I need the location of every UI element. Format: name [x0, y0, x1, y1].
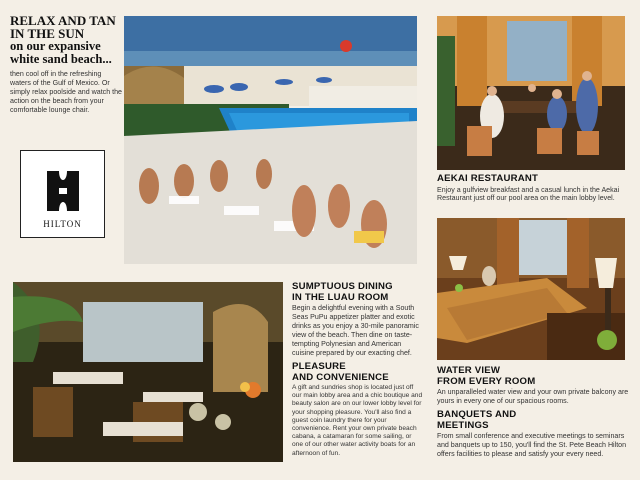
luau-title-line1: SUMPTUOUS DINING	[292, 281, 393, 292]
pool-beach-photo	[124, 16, 417, 264]
aekai-body: Enjoy a gulfview breakfast and a casual lunch in the Aekai Restaurant just off our pool area on the main lobby level.	[437, 185, 620, 203]
waterview-body: An unparalleled water view and your own private balcony are yours in every one of our spacious rooms.	[437, 388, 629, 405]
waterview-title-line1: WATER VIEW	[437, 365, 501, 376]
aekai-restaurant-photo	[437, 16, 625, 170]
pleasure-title-line1: PLEASURE	[292, 361, 346, 372]
banquets-title-line1: BANQUETS AND	[437, 409, 517, 420]
slogan-line-2: IN THE SUN	[10, 26, 85, 41]
waterview-title-line2: FROM EVERY ROOM	[437, 375, 536, 387]
pleasure-title-line2: AND CONVENIENCE	[292, 371, 389, 383]
slogan-line-4: white sand beach...	[10, 52, 112, 66]
slogan-line-1: RELAX AND TAN	[10, 13, 116, 28]
guest-room-photo	[437, 218, 625, 360]
hilton-h-logo-icon	[45, 171, 81, 211]
aekai-section	[437, 174, 629, 203]
pleasure-section	[292, 362, 424, 458]
slogan-line-3: on our expansive	[10, 39, 101, 53]
banquets-section	[437, 410, 633, 459]
luau-section	[292, 282, 424, 357]
luau-title-line2: IN THE LUAU ROOM	[292, 291, 389, 303]
hilton-wordmark: HILTON	[43, 219, 82, 229]
aekai-title: AEKAI RESTAURANT	[437, 173, 539, 184]
waterview-section	[437, 366, 633, 406]
slogan-body: then cool off in the refreshing waters of the Gulf of Mexico. Or simply relax poolside and watch the action on the beach from your comfortable lounge chair.	[10, 70, 122, 114]
pleasure-body: A gift and sundries shop is located just off our main lobby area and a chic boutique and beauty salon are on our lower lobby level for your shopping pleasure. You'll also find a guest coin laundry there for your convenience. Rent your own private beach cabana, a catamaran for some sailing, or one of our other water activity boats for an afternoon of fun.	[292, 384, 423, 457]
pool-slogan-block	[10, 14, 122, 115]
hilton-logo	[20, 150, 105, 238]
banquets-title-line2: MEETINGS	[437, 419, 489, 431]
banquets-body: From small conference and executive meetings to seminars and banquets up to 150, you'll find the St. Pete Beach Hilton offers facilities to please and satisfy your every need.	[437, 432, 627, 458]
luau-body: Begin a delightful evening with a South Seas PuPu appetizer platter and exotic drinks as you enjoy a 30-mile panoramic view of the beach. Then dine on taste-tempting Polynesian and American cuisine prepared by our exacting chef.	[292, 304, 419, 357]
luau-room-photo	[13, 282, 283, 462]
